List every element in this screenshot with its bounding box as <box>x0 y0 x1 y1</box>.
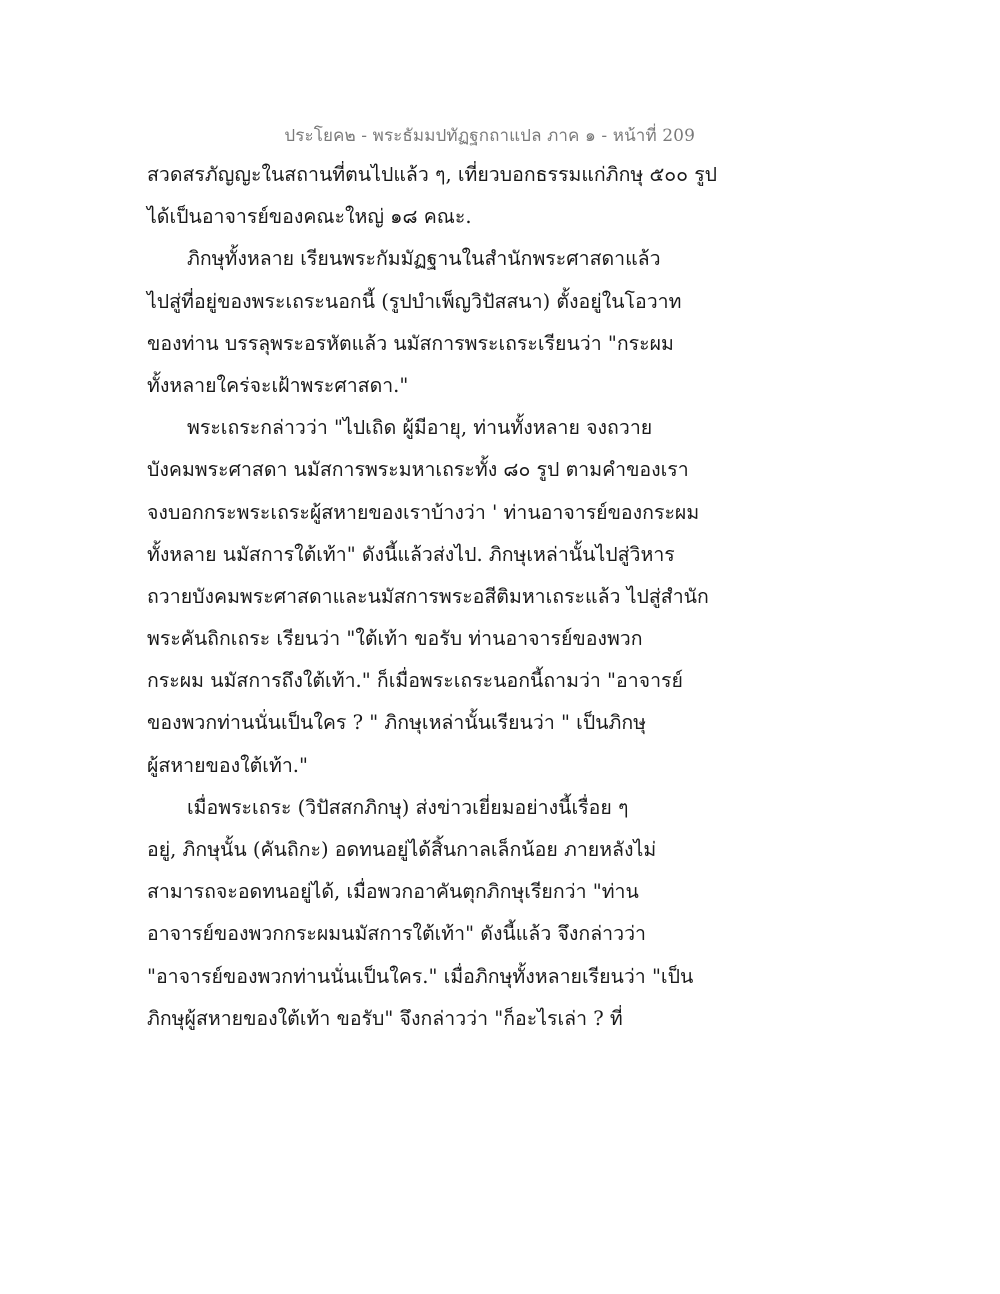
body-text <box>147 160 718 1046</box>
paragraph-start-line: ภิกษุทั้งหลาย เรียนพระกัมมัฏฐานในสำนักพระศาสดาแล้ว <box>187 247 661 271</box>
text-line: "อาจารย์ของพวกท่านนั่นเป็นใคร." เมื่อภิกษุทั้งหลายเรียนว่า "เป็น <box>147 964 694 988</box>
text-line: ถวายบังคมพระศาสดาและนมัสการพระอสีติมหาเถระแล้ว ไปสู่สำนัก <box>147 584 709 608</box>
text-line: ภิกษุผู้สหายของใต้เท้า ขอรับ" จึงกล่าวว่า "ก็อะไรเล่า ? ที่ <box>147 1006 623 1030</box>
text-line: สามารถจะอดทนอยู่ได้, เมื่อพวกอาคันตุกภิกษุเรียกว่า "ท่าน <box>147 880 639 904</box>
text-line: ของพวกท่านนั่นเป็นใคร ? " ภิกษุเหล่านั้นเรียนว่า " เป็นภิกษุ <box>147 711 647 735</box>
text-line: อาจารย์ของพวกกระผมนมัสการใต้เท้า" ดังนี้แล้ว จึงกล่าวว่า <box>147 922 646 946</box>
text-line: จงบอกกระพระเถระผู้สหายของเราบ้างว่า ' ท่านอาจารย์ของกระผม <box>147 500 700 524</box>
text-line: สวดสรภัญญะในสถานที่ตนไปแล้ว ๆ, เที่ยวบอกธรรมแก่ภิกษุ ๕๐๐ รูป <box>147 163 718 186</box>
text-line: ผู้สหายของใต้เท้า." <box>147 753 308 777</box>
paragraph-start-line: เมื่อพระเถระ (วิปัสสกภิกษุ) ส่งข่าวเยี่ยมอย่างนี้เรื่อย ๆ <box>187 795 629 819</box>
paragraph-start-line: พระเถระกล่าวว่า "ไปเถิด ผู้มีอายุ, ท่านทั้งหลาย จงถวาย <box>187 416 653 440</box>
text-line: ทั้งหลายใคร่จะเฝ้าพระศาสดา." <box>147 373 409 397</box>
text-line: บังคมพระศาสดา นมัสการพระมหาเถระทั้ง ๘๐ รูป ตามคำของเรา <box>147 458 689 482</box>
text-line: ไปสู่ที่อยู่ของพระเถระนอกนี้ (รูปบำเพ็ญวิปัสสนา) ตั้งอยู่ในโอวาท <box>147 289 682 313</box>
text-line: ทั้งหลาย นมัสการใต้เท้า" ดังนี้แล้วส่งไป. ภิกษุเหล่านั้นไปสู่วิหาร <box>147 542 675 566</box>
text-line: ได้เป็นอาจารย์ของคณะใหญ่ ๑๘ คณะ. <box>147 205 472 229</box>
text-line: ของท่าน บรรลุพระอรหัตแล้ว นมัสการพระเถระเรียนว่า "กระผม <box>147 331 674 355</box>
text-line: พระคันถิกเถระ เรียนว่า "ใต้เท้า ขอรับ ท่านอาจารย์ของพวก <box>147 627 643 651</box>
text-line: กระผม นมัสการถึงใต้เท้า." ก็เมื่อพระเถระนอกนี้ถามว่า "อาจารย์ <box>147 669 683 693</box>
running-header: ประโยค๒ - พระธัมมปทัฏฐกถาแปล ภาค ๑ - หน้าที่ 209 <box>284 126 695 146</box>
text-line: อยู่, ภิกษุนั้น (คันถิกะ) อดทนอยู่ได้สิ้นกาลเล็กน้อย ภายหลังไม่ <box>147 838 657 861</box>
